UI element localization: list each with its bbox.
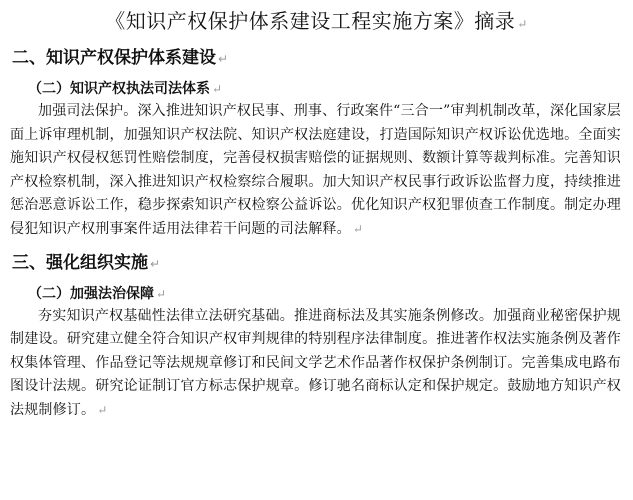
paragraph-mark-icon: ↵ [156, 286, 167, 301]
body-paragraph-text: 夯实知识产权基础性法律立法研究基础。推进商标法及其实施条例修改。加强商业秘密保护规制建设。研究建立健全符合知识产权审判规律的特别程序法律制度。推进著作权法实施条例及著作权集体管理、作品登记等法规规章修订和民间文学艺术作品著作权保护条例制订。完善集成电路布图设计法规。研究论证制订官方标志保护规章。修订驰名商标认定和保护规定。鼓励地方知识产权法规制修订。 [10, 307, 621, 418]
body-paragraph [10, 100, 623, 242]
document-title-text: 《知识产权保护体系建设工程实施方案》摘录 [105, 9, 516, 33]
paragraph-mark-icon: ↵ [97, 402, 108, 417]
section-heading-text: 二、知识产权保护体系建设 [12, 48, 216, 68]
paragraph-mark-icon: ↵ [352, 221, 364, 236]
document-title [10, 8, 623, 37]
paragraph-mark-icon: ↵ [212, 82, 223, 96]
paragraph-mark-icon: ↵ [218, 52, 229, 66]
section-heading-text: 三、强化组织实施 [12, 252, 148, 273]
subsection-heading [28, 80, 623, 98]
subsection-heading-text: （二）加强法治保障 [28, 285, 154, 302]
subsection-heading [28, 285, 623, 303]
subsection-heading-text: （二）知识产权执法司法体系 [28, 81, 210, 97]
section-heading [10, 252, 623, 275]
paragraph-mark-icon: ↵ [517, 17, 528, 31]
section-heading [10, 47, 623, 70]
body-paragraph-text: 加强司法保护。深入推进知识产权民事、刑事、行政案件“三合一”审判机制改革，深化国家层面上诉审理机制，加强知识产权法院、知识产权法庭建设，打造国际知识产权诉讼优选地。全面实施知识产权侵权惩罚性赔偿制度，完善侵权损害赔偿的证据规则、数额计算等裁判标准。完善知识产权检察机制，深入推进知识产权检察综合履职。加大知识产权民事行政诉讼监督力度，持续推进惩治恶意诉讼工作，稳步探索知识产权检察公益诉讼。优化知识产权犯罪侦查工作制度。制定办理侵犯知识产权刑事案件适用法律若干问题的司法解释。 [10, 103, 621, 237]
paragraph-mark-icon: ↵ [150, 256, 161, 271]
body-paragraph [10, 305, 623, 423]
